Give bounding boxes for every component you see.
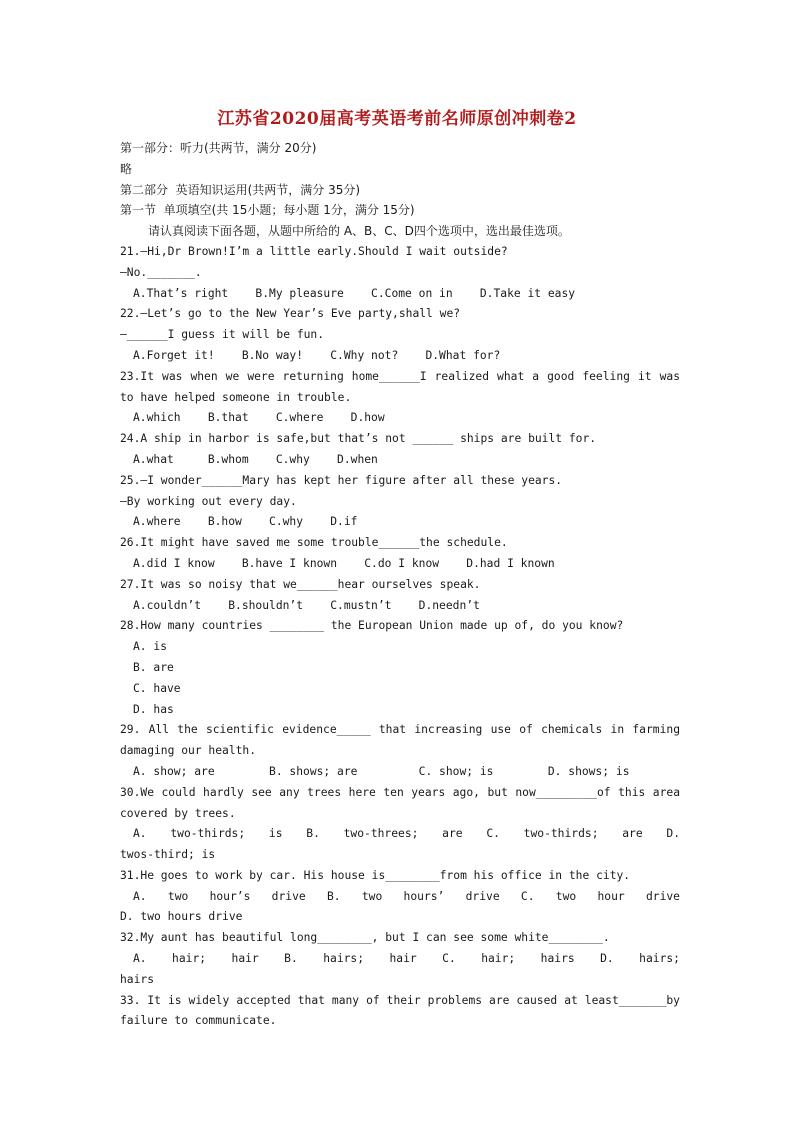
question-line: failure to communicate.	[120, 1014, 277, 1028]
options-line: A.which B.that C.where D.how	[133, 411, 385, 425]
options-line: A. show; are B. shows; are C. show; is D. shows; is	[133, 764, 630, 778]
question-line: covered by trees.	[120, 806, 236, 820]
question-line: —By working out every day.	[120, 494, 297, 508]
question-line: 33. It is widely accepted that many of their problems are caused at least_______by	[120, 993, 680, 1007]
options-line: A. is	[133, 640, 168, 654]
question-line: 30.We could hardly see any trees here ten years ago, but now_________of this area	[120, 785, 680, 799]
section-heading: 第二部分 英语知识运用(共两节，满分 35分)	[120, 182, 361, 197]
question-line: 21.—Hi,Dr Brown!I’m a little early.Should I wait outside?	[120, 244, 508, 258]
question-line: D. two hours drive	[120, 910, 243, 924]
question-line: 29. All the scientific evidence_____ that increasing use of chemicals in farming	[120, 723, 680, 737]
options-line: A.what B.whom C.why D.when	[133, 452, 378, 466]
section-heading: 略	[120, 161, 133, 176]
options-line: A. hair; hair B. hairs; hair C. hair; hairs D. hairs;	[133, 952, 680, 966]
question-line: hairs	[120, 972, 155, 986]
options-line: A.where B.how C.why D.if	[133, 515, 358, 529]
question-line: —No._______.	[120, 265, 202, 279]
question-line: 32.My aunt has beautiful long________, but I can see some white________.	[120, 931, 610, 945]
options-line: A. two hour’s drive B. two hours’ drive C. two hour drive	[133, 889, 680, 903]
question-line: —______I guess it will be fun.	[120, 328, 325, 342]
exam-content	[120, 138, 680, 1032]
question-line: damaging our health.	[120, 744, 257, 758]
question-line: 23.It was when we were returning home______I realized what a good feeling it was	[120, 369, 680, 383]
options-line: A.That’s right B.My pleasure C.Come on in D.Take it easy	[133, 286, 576, 300]
question-line: 22.—Let’s go to the New Year’s Eve party,shall we?	[120, 307, 461, 321]
options-line: C. have	[133, 681, 181, 695]
question-line: to have helped someone in trouble.	[120, 390, 352, 404]
document-title: 江苏省2020届高考英语考前名师原创冲刺卷2	[217, 109, 577, 129]
question-line: twos-third; is	[120, 848, 216, 862]
options-line: A.Forget it! B.No way! C.Why not? D.What for?	[133, 348, 501, 362]
options-line: B. are	[133, 660, 174, 674]
question-line: 25.—I wonder______Mary has kept her figure after all these years.	[120, 473, 563, 487]
question-line: 26.It might have saved me some trouble______the schedule.	[120, 536, 508, 550]
section-heading: 第一节 单项填空(共 15小题；每小题 1分，满分 15分)	[120, 203, 415, 218]
options-line: A.did I know B.have I known C.do I know D.had I known	[133, 556, 555, 570]
options-line: A. two-thirds; is B. two-threes; are C. two-thirds; are D.	[133, 827, 680, 841]
question-line: 24.A ship in harbor is safe,but that’s not ______ ships are built for.	[120, 432, 597, 446]
question-line: 27.It was so noisy that we______hear ourselves speak.	[120, 577, 481, 591]
question-line: 28.How many countries ________ the European Union made up of, do you know?	[120, 619, 624, 633]
options-line: A.couldn’t B.shouldn’t C.mustn’t D.needn’t	[133, 598, 480, 612]
section-heading: 第一部分：听力(共两节，满分 20分)	[120, 141, 317, 155]
options-line: D. has	[133, 702, 174, 716]
question-line: 31.He goes to work by car. His house is________from his office in the city.	[120, 868, 631, 882]
instruction-text: 请认真阅读下面各题，从题中所给的 A、B、C、D四个选项中，选出最佳选项。	[148, 224, 570, 239]
